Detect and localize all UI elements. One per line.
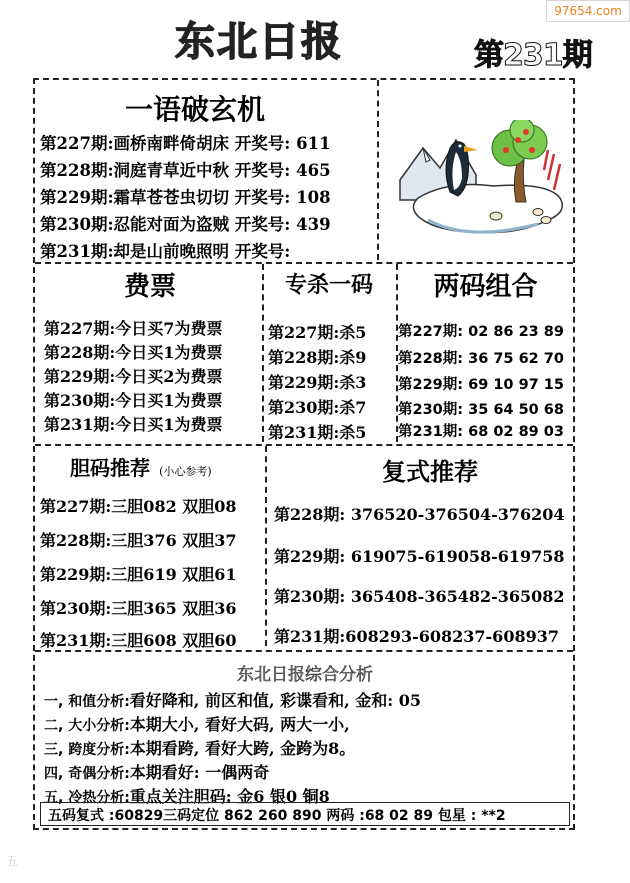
multi-row: 第230期: 365408-365482-365082	[274, 587, 565, 606]
dan-multi-divider	[265, 446, 267, 646]
dan-note: (小心参考)	[159, 465, 212, 478]
dan-row: 第230期:三胆365 双胆36	[40, 599, 237, 618]
summary-line: 五码复式 :60829三码定位 862 260 890 两码 :68 02 89 包星 : **2	[48, 808, 506, 824]
multi-title: 复式推荐	[382, 457, 478, 486]
analysis-text: 本期看跨, 看好大跨, 金跨为8。	[129, 739, 356, 758]
fee-row: 第229期:今日买2为费票	[44, 367, 223, 386]
combo-row: 第228期: 36 75 62 70	[398, 351, 564, 367]
multi-row: 第228期: 376520-376504-376204	[274, 505, 565, 524]
kill-title: 专杀一码	[284, 272, 373, 298]
combo-title: 两码组合	[433, 272, 538, 302]
combo-row: 第230期: 35 64 50 68	[398, 402, 564, 418]
section-divider	[35, 650, 573, 652]
site-watermark: 97654.com	[546, 0, 630, 22]
section-divider	[35, 444, 573, 446]
issue-number: 第231期	[474, 38, 592, 73]
kill-row: 第231期:杀5	[268, 423, 367, 442]
combo-row: 第231期: 68 02 89 03	[398, 424, 564, 440]
analysis-label: 一, 和值分析:	[44, 694, 130, 710]
analysis-text: 重点关注胆码: 金6 银0 铜8	[129, 787, 330, 806]
dan-row: 第231期:三胆608 双胆60	[40, 631, 237, 650]
riddle-row: 第228期:洞庭青草近中秋 开奖号: 465	[40, 161, 331, 180]
fee-row: 第228期:今日买1为费票	[44, 343, 223, 362]
multi-row: 第231期:608293-608237-608937	[274, 627, 559, 646]
combo-row: 第229期: 69 10 97 15	[398, 377, 564, 393]
analysis-row	[44, 688, 421, 711]
kill-row: 第227期:杀5	[268, 323, 367, 342]
penguin-illustration	[398, 120, 570, 245]
riddle-row: 第231期:却是山前晚照明 开奖号:	[40, 242, 291, 261]
fee-row: 第230期:今日买1为费票	[44, 391, 223, 410]
riddle-row: 第227期:画桥南畔倚胡床 开奖号: 611	[40, 134, 331, 153]
fee-kill-divider	[262, 264, 264, 442]
dan-row: 第227期:三胆082 双胆08	[40, 497, 237, 516]
newspaper-masthead: 东北日报	[175, 19, 343, 65]
analysis-text: 看好降和, 前区和值, 彩谍看和, 金和: 05	[129, 691, 421, 710]
multi-row: 第229期: 619075-619058-619758	[274, 547, 565, 566]
analysis-title: 东北日报综合分析	[237, 665, 373, 685]
analysis-text: 本期大小, 看好大码, 两大一小,	[129, 715, 350, 734]
fee-title: 费票	[123, 272, 176, 302]
kill-row: 第230期:杀7	[268, 398, 367, 417]
corner-mark: 五	[6, 854, 19, 868]
dan-row: 第229期:三胆619 双胆61	[40, 565, 237, 584]
kill-row: 第229期:杀3	[268, 373, 367, 392]
fee-row: 第227期:今日买7为费票	[44, 319, 223, 338]
riddle-row: 第230期:忍能对面为盗贼 开奖号: 439	[40, 215, 331, 234]
analysis-label: 五, 冷热分析:	[44, 790, 130, 806]
analysis-text: 本期看好: 一偶两奇	[129, 763, 270, 782]
kill-row: 第228期:杀9	[268, 348, 367, 367]
riddle-title: 一语破玄机	[124, 93, 265, 126]
fee-row: 第231期:今日买1为费票	[44, 415, 223, 434]
analysis-row	[44, 712, 350, 735]
dan-title: 胆码推荐	[70, 456, 150, 480]
analysis-row	[44, 736, 355, 759]
combo-row: 第227期: 02 86 23 89	[398, 324, 564, 340]
dan-row: 第228期:三胆376 双胆37	[40, 531, 237, 550]
analysis-row	[44, 760, 269, 783]
dan-title-wrap	[70, 452, 212, 481]
riddle-divider	[377, 80, 379, 260]
analysis-label: 四, 奇偶分析:	[44, 766, 130, 782]
analysis-label: 二, 大小分析:	[44, 718, 130, 734]
section-divider	[35, 262, 573, 264]
analysis-label: 三, 跨度分析:	[44, 742, 130, 758]
riddle-row: 第229期:霜草苍苍虫切切 开奖号: 108	[40, 188, 331, 207]
